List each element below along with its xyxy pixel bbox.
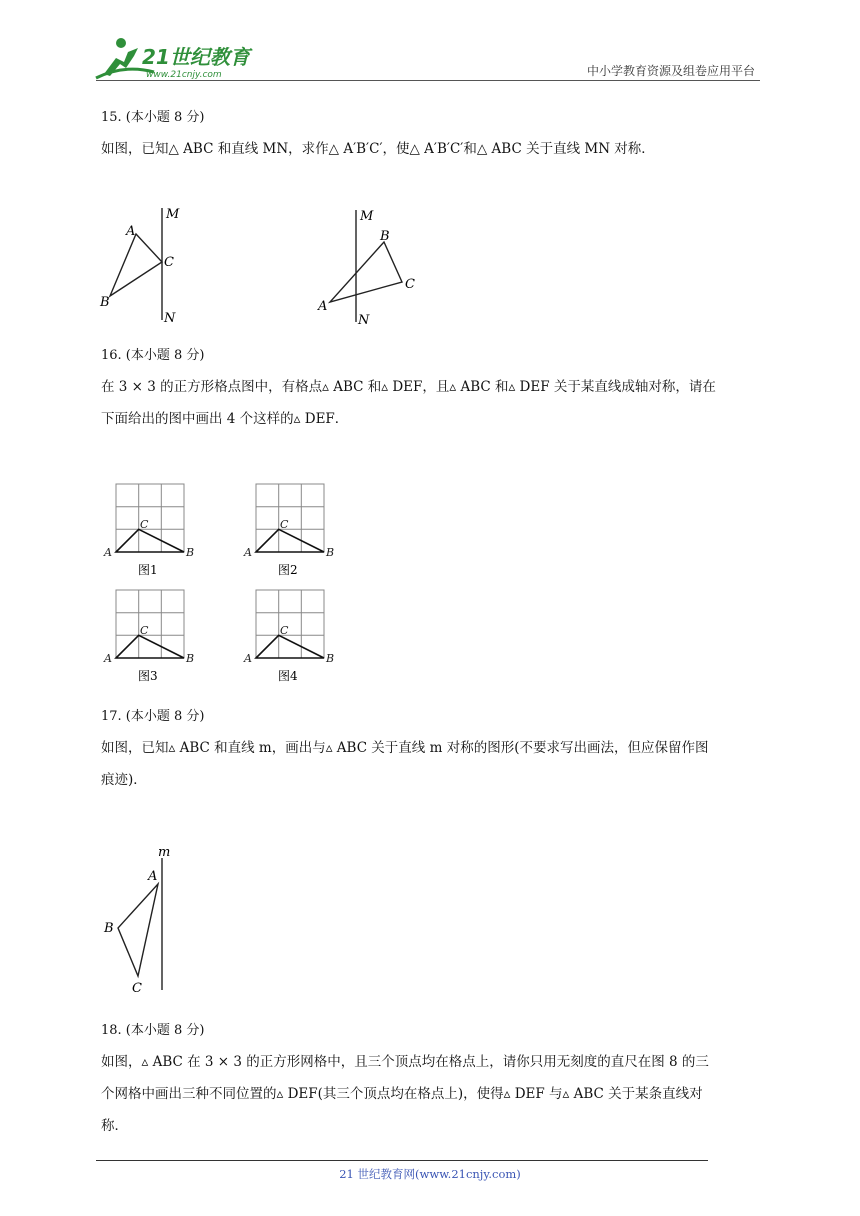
q15-figures (96, 200, 436, 330)
q15-title: 15. (本小题 8 分) (101, 110, 205, 125)
caption-fig1: 图1 (138, 563, 158, 577)
label-A: A (148, 869, 158, 884)
q18-text-line1: 如图，▵ ABC 在 3 × 3 的正方形网格中，且三个顶点均在格点上，请你只用无刻度的直尺在图 8 的三 (101, 1054, 709, 1070)
label-C: C (405, 277, 415, 292)
caption-fig3: 图3 (138, 669, 158, 683)
logo-title: 21世纪教育 (142, 45, 250, 69)
label-N: N (164, 311, 176, 326)
label-M: M (360, 209, 374, 224)
footer-divider (96, 1160, 708, 1161)
label-m: m (158, 845, 171, 860)
label-A: A (318, 299, 328, 314)
label-M: M (166, 207, 180, 222)
q16-title: 16. (本小题 8 分) (101, 348, 205, 363)
q18-text-line2: 个网格中画出三种不同位置的▵ DEF(其三个顶点均在格点上)，使得▵ DEF 与▵ ABC 关于某条直线对 (101, 1086, 703, 1102)
q18-text-line3: 称． (101, 1118, 128, 1134)
q17-figure (96, 840, 216, 1000)
q15-figure-right (330, 210, 402, 322)
grid-figure-2 (243, 484, 334, 559)
q18-title: 18. (本小题 8 分) (101, 1023, 205, 1038)
q17-text-line2: 痕迹)． (101, 772, 147, 788)
grid-figure-4 (243, 590, 334, 665)
label-C: C (164, 255, 174, 270)
q15-text: 如图，已知△ ABC 和直线 MN，求作△ A′B′C′，使△ A′B′C′和△ ABC 关于直线 MN 对称． (101, 141, 655, 157)
q17-title: 17. (本小题 8 分) (101, 709, 205, 724)
logo-url: www.21cnjy.com (146, 70, 222, 80)
label-B: B (100, 295, 110, 310)
caption-fig2: 图2 (278, 563, 298, 577)
grid-figure-3 (103, 590, 194, 665)
label-N: N (358, 313, 370, 328)
label-A: A (126, 224, 136, 239)
footer-site-link[interactable]: 21 世纪教育网(www.21cnjy.com) (339, 1167, 521, 1181)
label-C: C (132, 981, 142, 996)
q16-text-line1: 在 3 × 3 的正方形格点图中，有格点▵ ABC 和▵ DEF，且▵ ABC 和▵ DEF 关于某直线成轴对称，请在 (101, 379, 716, 395)
grid-figure-1 (103, 484, 194, 559)
header-divider (96, 80, 760, 81)
q15-figure-left (110, 208, 162, 320)
label-B: B (104, 921, 114, 936)
caption-fig4: 图4 (278, 669, 298, 683)
q17-text-line1: 如图，已知▵ ABC 和直线 m，画出与▵ ABC 关于直线 m 对称的图形(不要求写出画法，但应保留作图 (101, 740, 709, 756)
header-platform-text: 中小学教育资源及组卷应用平台 (586, 64, 755, 78)
label-B: B (380, 229, 390, 244)
q16-text-line2: 下面给出的图中画出 4 个这样的▵ DEF． (101, 411, 349, 427)
q16-grid-figures (96, 478, 356, 688)
site-logo (94, 34, 264, 82)
